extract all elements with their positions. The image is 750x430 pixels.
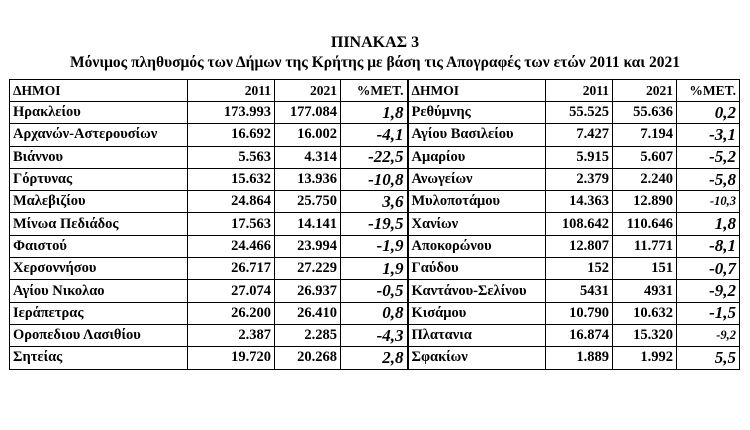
header-2011-left: 2011 xyxy=(188,80,275,102)
cell-municipality-right: Αμαρίου xyxy=(408,146,546,168)
cell-pop-2011-left: 17.563 xyxy=(188,213,275,235)
table-row xyxy=(10,258,740,280)
cell-change-right: -5,2 xyxy=(677,146,740,168)
cell-pop-2021-right: 5.607 xyxy=(613,146,677,168)
cell-pop-2021-left: 23.994 xyxy=(275,235,341,257)
cell-pop-2011-right: 14.363 xyxy=(546,191,613,213)
population-table xyxy=(9,79,740,370)
cell-municipality-left: Σητείας xyxy=(10,347,188,369)
cell-pop-2021-right: 15.320 xyxy=(613,324,677,346)
cell-change-left: -0,5 xyxy=(341,280,408,302)
table-header-row xyxy=(10,80,740,102)
cell-change-left: 3,6 xyxy=(341,191,408,213)
cell-pop-2021-left: 16.002 xyxy=(275,124,341,146)
cell-municipality-left: Οροπεδιου Λασιθίου xyxy=(10,324,188,346)
cell-pop-2011-left: 27.074 xyxy=(188,280,275,302)
cell-pop-2021-left: 2.285 xyxy=(275,324,341,346)
cell-pop-2011-right: 108.642 xyxy=(546,213,613,235)
cell-pop-2011-right: 12.807 xyxy=(546,235,613,257)
cell-pop-2021-right: 1.992 xyxy=(613,347,677,369)
cell-change-right: -0,7 xyxy=(677,258,740,280)
cell-municipality-right: Αποκορώνου xyxy=(408,235,546,257)
cell-municipality-left: Ηρακλείου xyxy=(10,102,188,124)
cell-pop-2021-right: 55.636 xyxy=(613,102,677,124)
cell-change-right: -5,8 xyxy=(677,168,740,190)
cell-municipality-right: Ρεθύμνης xyxy=(408,102,546,124)
cell-pop-2021-left: 4.314 xyxy=(275,146,341,168)
cell-pop-2021-left: 25.750 xyxy=(275,191,341,213)
cell-pop-2011-left: 173.993 xyxy=(188,102,275,124)
cell-municipality-left: Βιάννου xyxy=(10,146,188,168)
cell-change-right: -10,3 xyxy=(677,191,740,213)
cell-municipality-right: Κισάμου xyxy=(408,302,546,324)
cell-pop-2021-right: 2.240 xyxy=(613,168,677,190)
cell-pop-2011-right: 152 xyxy=(546,258,613,280)
cell-change-right: -1,5 xyxy=(677,302,740,324)
cell-municipality-left: Ιεράπετρας xyxy=(10,302,188,324)
header-2011-right: 2011 xyxy=(546,80,613,102)
cell-pop-2011-left: 15.632 xyxy=(188,168,275,190)
cell-municipality-left: Μαλεβιζίου xyxy=(10,191,188,213)
cell-pop-2021-left: 13.936 xyxy=(275,168,341,190)
cell-municipality-right: Σφακίων xyxy=(408,347,546,369)
cell-change-right: 1,8 xyxy=(677,213,740,235)
cell-pop-2021-left: 14.141 xyxy=(275,213,341,235)
cell-change-left: -10,8 xyxy=(341,168,408,190)
cell-pop-2011-right: 7.427 xyxy=(546,124,613,146)
cell-pop-2021-right: 4931 xyxy=(613,280,677,302)
table-row xyxy=(10,347,740,369)
cell-pop-2021-right: 12.890 xyxy=(613,191,677,213)
cell-change-right: -9,2 xyxy=(677,280,740,302)
header-2021-right: 2021 xyxy=(613,80,677,102)
cell-pop-2021-right: 151 xyxy=(613,258,677,280)
cell-municipality-right: Πλατανια xyxy=(408,324,546,346)
table-row xyxy=(10,102,740,124)
header-municipality-left: ΔΗΜΟΙ xyxy=(10,80,188,102)
cell-change-right: 0,2 xyxy=(677,102,740,124)
cell-municipality-right: Γαύδου xyxy=(408,258,546,280)
cell-change-left: 0,8 xyxy=(341,302,408,324)
cell-change-right: 5,5 xyxy=(677,347,740,369)
cell-pop-2021-left: 27.229 xyxy=(275,258,341,280)
table-row xyxy=(10,302,740,324)
table-row xyxy=(10,324,740,346)
cell-pop-2021-right: 110.646 xyxy=(613,213,677,235)
cell-change-left: -19,5 xyxy=(341,213,408,235)
cell-municipality-left: Φαιστού xyxy=(10,235,188,257)
cell-change-left: 1,8 xyxy=(341,102,408,124)
cell-change-right: -9,2 xyxy=(677,324,740,346)
table-row xyxy=(10,235,740,257)
cell-change-left: -4,3 xyxy=(341,324,408,346)
cell-change-right: -8,1 xyxy=(677,235,740,257)
cell-pop-2021-left: 26.937 xyxy=(275,280,341,302)
cell-change-left: -1,9 xyxy=(341,235,408,257)
cell-pop-2021-right: 7.194 xyxy=(613,124,677,146)
cell-municipality-left: Γόρτυνας xyxy=(10,168,188,190)
header-change-left: %ΜΕΤ. xyxy=(341,80,408,102)
table-row xyxy=(10,168,740,190)
cell-pop-2021-left: 26.410 xyxy=(275,302,341,324)
table-row xyxy=(10,191,740,213)
cell-pop-2011-right: 16.874 xyxy=(546,324,613,346)
cell-municipality-left: Χερσοννήσου xyxy=(10,258,188,280)
cell-pop-2011-left: 24.466 xyxy=(188,235,275,257)
cell-pop-2011-right: 1.889 xyxy=(546,347,613,369)
cell-pop-2011-right: 5.915 xyxy=(546,146,613,168)
table-subtitle: Μόνιμος πληθυσμός των Δήμων της Κρήτης με βάση τις Απογραφές των ετών 2011 και 2021 xyxy=(70,54,680,71)
table-title: ΠΙΝΑΚΑΣ 3 xyxy=(330,34,420,51)
table-row xyxy=(10,213,740,235)
cell-municipality-right: Χανίων xyxy=(408,213,546,235)
cell-change-right: -3,1 xyxy=(677,124,740,146)
cell-change-left: 1,9 xyxy=(341,258,408,280)
cell-pop-2011-right: 2.379 xyxy=(546,168,613,190)
header-municipality-right: ΔΗΜΟΙ xyxy=(408,80,546,102)
table-row xyxy=(10,124,740,146)
cell-pop-2021-left: 177.084 xyxy=(275,102,341,124)
cell-pop-2021-left: 20.268 xyxy=(275,347,341,369)
cell-pop-2011-left: 19.720 xyxy=(188,347,275,369)
cell-municipality-left: Αγίου Νικολαο xyxy=(10,280,188,302)
cell-municipality-right: Αγίου Βασιλείου xyxy=(408,124,546,146)
cell-pop-2011-right: 55.525 xyxy=(546,102,613,124)
cell-pop-2011-right: 5431 xyxy=(546,280,613,302)
cell-pop-2011-left: 24.864 xyxy=(188,191,275,213)
cell-change-left: -4,1 xyxy=(341,124,408,146)
cell-pop-2021-right: 11.771 xyxy=(613,235,677,257)
table-row xyxy=(10,146,740,168)
cell-municipality-left: Μίνωα Πεδιάδος xyxy=(10,213,188,235)
cell-pop-2011-left: 16.692 xyxy=(188,124,275,146)
cell-pop-2011-left: 26.200 xyxy=(188,302,275,324)
table-body xyxy=(10,102,740,370)
cell-pop-2011-right: 10.790 xyxy=(546,302,613,324)
cell-pop-2011-left: 2.387 xyxy=(188,324,275,346)
cell-municipality-right: Ανωγείων xyxy=(408,168,546,190)
cell-municipality-left: Αρχανών-Αστερουσίων xyxy=(10,124,188,146)
header-change-right: %ΜΕΤ. xyxy=(677,80,740,102)
cell-municipality-right: Καντάνου-Σελίνου xyxy=(408,280,546,302)
cell-pop-2011-left: 26.717 xyxy=(188,258,275,280)
cell-change-left: 2,8 xyxy=(341,347,408,369)
cell-change-left: -22,5 xyxy=(341,146,408,168)
table-row xyxy=(10,280,740,302)
cell-pop-2011-left: 5.563 xyxy=(188,146,275,168)
header-2021-left: 2021 xyxy=(275,80,341,102)
cell-pop-2021-right: 10.632 xyxy=(613,302,677,324)
cell-municipality-right: Μυλοποτάμου xyxy=(408,191,546,213)
